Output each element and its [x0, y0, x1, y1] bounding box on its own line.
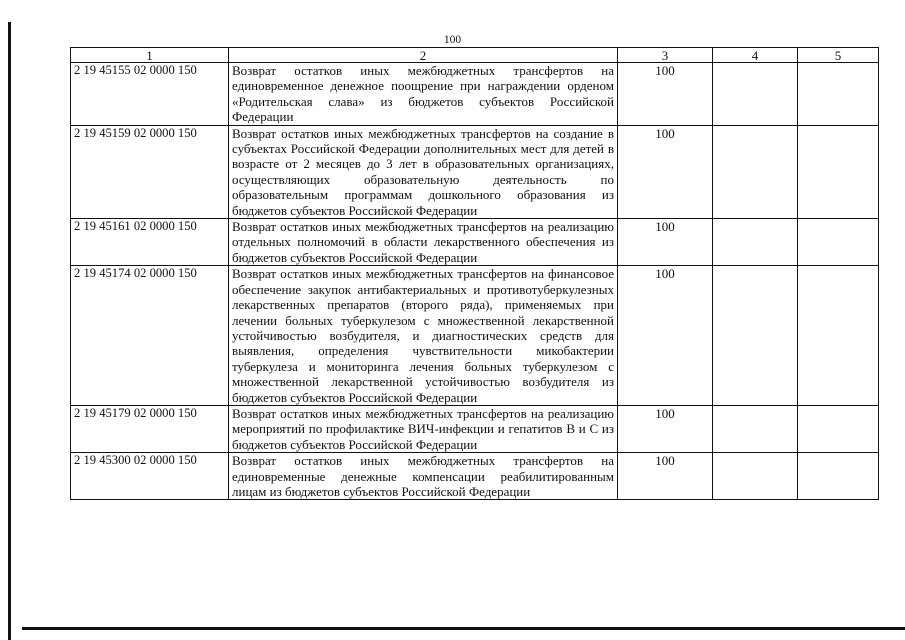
header-row [71, 48, 879, 63]
scan-edge-left [8, 22, 11, 640]
value-cell: 100 [618, 453, 713, 500]
column-header: 4 [713, 48, 798, 63]
table-row [71, 125, 879, 218]
budget-code-cell: 2 19 45155 02 0000 150 [71, 63, 229, 126]
column-5-cell [798, 63, 879, 126]
column-4-cell [713, 125, 798, 218]
table-row [71, 219, 879, 266]
table-row [71, 405, 879, 452]
column-4-cell [713, 219, 798, 266]
column-header: 3 [618, 48, 713, 63]
description-cell: Возврат остатков иных межбюджетных трансфертов на единовременное денежное поощрение при награждении орденом «Родительская слава» из бюджетов субъектов Российской Федерации [229, 63, 618, 126]
column-5-cell [798, 125, 879, 218]
column-header: 2 [229, 48, 618, 63]
column-5-cell [798, 405, 879, 452]
column-5-cell [798, 219, 879, 266]
column-4-cell [713, 266, 798, 406]
column-4-cell [713, 405, 798, 452]
value-cell: 100 [618, 125, 713, 218]
value-cell: 100 [618, 405, 713, 452]
column-header: 5 [798, 48, 879, 63]
description-cell: Возврат остатков иных межбюджетных трансфертов на реализацию мероприятий по профилактике ВИЧ-инфекции и гепатитов B и C из бюджетов субъектов Российской Федерации [229, 405, 618, 452]
description-cell: Возврат остатков иных межбюджетных трансфертов на финансовое обеспечение закупок антибактериальных и противотуберкулезных лекарственных препаратов (второго ряда), применяемых при лечении больных туберкулезом с множественной лекарственной устойчивостью возбудителя, и диагностических средств для выявления, определения чувствительности микобактерии туберкулеза и мониторинга лечения больных туберкулезом с множественной лекарственной устойчивостью возбудителя из бюджетов субъектов Российской Федерации [229, 266, 618, 406]
budget-code-cell: 2 19 45179 02 0000 150 [71, 405, 229, 452]
budget-code-cell: 2 19 45174 02 0000 150 [71, 266, 229, 406]
value-cell: 100 [618, 266, 713, 406]
budget-code-cell: 2 19 45159 02 0000 150 [71, 125, 229, 218]
page-number: 100 [443, 34, 462, 46]
value-cell: 100 [618, 219, 713, 266]
budget-code-table [70, 47, 879, 500]
budget-code-cell: 2 19 45300 02 0000 150 [71, 453, 229, 500]
column-header: 1 [71, 48, 229, 63]
column-5-cell [798, 266, 879, 406]
budget-code-cell: 2 19 45161 02 0000 150 [71, 219, 229, 266]
column-5-cell [798, 453, 879, 500]
description-cell: Возврат остатков иных межбюджетных трансфертов на создание в субъектах Российской Федерации дополнительных мест для детей в возрасте от 2 месяцев до 3 лет в образовательных организациях, осуществляющих образовательную деятельность по образовательным программам дошкольного образования из бюджетов субъектов Российской Федерации [229, 125, 618, 218]
table-row [71, 63, 879, 126]
table-row [71, 453, 879, 500]
description-cell: Возврат остатков иных межбюджетных трансфертов на единовременные денежные компенсации реабилитированным лицам из бюджетов субъектов Российской Федерации [229, 453, 618, 500]
column-4-cell [713, 63, 798, 126]
scan-edge-bottom [22, 627, 905, 630]
column-4-cell [713, 453, 798, 500]
value-cell: 100 [618, 63, 713, 126]
table-row [71, 266, 879, 406]
description-cell: Возврат остатков иных межбюджетных трансфертов на реализацию отдельных полномочий в области лекарственного обеспечения из бюджетов субъектов Российской Федерации [229, 219, 618, 266]
